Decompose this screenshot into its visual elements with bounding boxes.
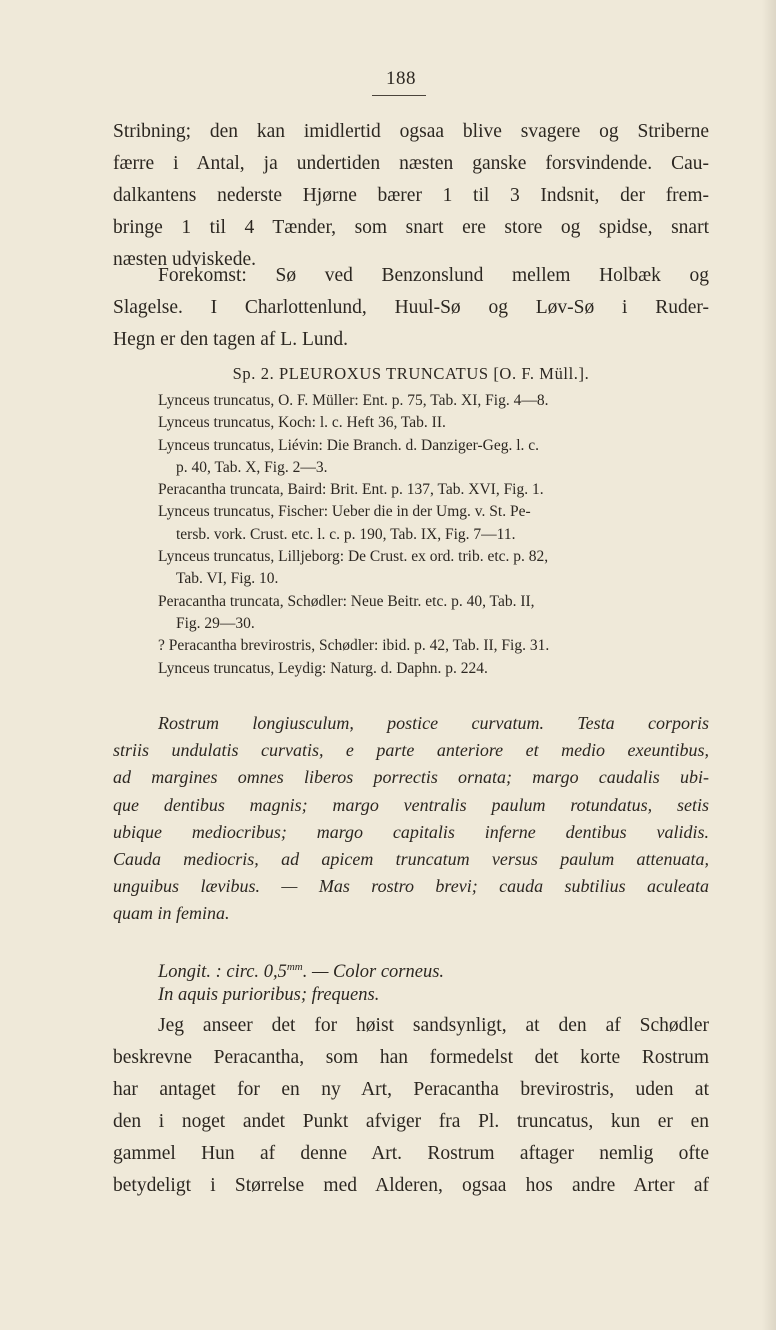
text-line: dalkantens nederste Hjørne bærer 1 til 3 Indsnit, der frem- <box>113 185 709 206</box>
text-line: Slagelse. I Charlottenlund, Huul-Sø og Løv-Sø i Ruder- <box>113 297 709 318</box>
synonym-entry: Peracantha truncata, Baird: Brit. Ent. p. 137, Tab. XVI, Fig. 1. <box>158 481 544 499</box>
text-line: færre i Antal, ja undertiden næsten ganske forsvindende. Cau- <box>113 153 709 174</box>
synonym-entry-continuation: Tab. VI, Fig. 10. <box>176 570 279 588</box>
latin-description <box>113 710 709 928</box>
page-number-rule <box>372 95 426 96</box>
longit-unit: mm <box>286 961 303 973</box>
latin-line: striis undulatis curvatis, e parte anteriore et medio exeuntibus, <box>113 740 709 761</box>
synonym-entry: ? Peracantha brevirostris, Schødler: ibid. p. 42, Tab. II, Fig. 31. <box>158 637 550 655</box>
latin-line: ubique mediocribus; margo capitalis inferne dentibus validis. <box>113 821 709 842</box>
text-line: Jeg anseer det for høist sandsynligt, at den af Schødler <box>158 1015 709 1036</box>
latin-line: ad margines omnes liberos porrectis ornata; margo caudalis ubi- <box>113 767 709 788</box>
latin-line: unguibus lævibus. — Mas rostro brevi; cauda subtilius aculeata <box>113 876 709 897</box>
synonym-entry: Lynceus truncatus, Koch: l. c. Heft 36, Tab. II. <box>158 414 446 432</box>
color-text: . — Color corneus. <box>302 962 445 983</box>
text-line: Stribning; den kan imidlertid ogsaa blive svagere og Striberne <box>113 121 709 142</box>
synonym-entry: Lynceus truncatus, Fischer: Ueber die in der Umg. v. St. Pe- <box>158 503 531 521</box>
text-line: næsten udviskede. <box>113 249 256 270</box>
synonym-entry-continuation: Fig. 29—30. <box>176 614 255 632</box>
latin-line: Cauda mediocris, ad apicem truncatum versus paulum attenuata, <box>113 848 709 869</box>
text-line: har antaget for en ny Art, Peracantha brevirostris, uden at <box>113 1079 709 1100</box>
measurements-block <box>158 953 710 1009</box>
synonym-entry: Peracantha truncata, Schødler: Neue Beitr. etc. p. 40, Tab. II, <box>158 592 535 610</box>
synonym-entry: Lynceus truncatus, Leydig: Naturg. d. Daphn. p. 224. <box>158 659 488 677</box>
synonym-entry: Lynceus truncatus, Lilljeborg: De Crust. ex ord. trib. etc. p. 82, <box>158 548 549 566</box>
paragraph-discussion <box>113 1010 709 1202</box>
paragraph-stribning <box>113 116 709 276</box>
text-line: den i noget andet Punkt afviger fra Pl. truncatus, kun er en <box>113 1111 709 1132</box>
synonym-entry-continuation: tersb. vork. Crust. etc. l. c. p. 190, Tab. IX, Fig. 7—11. <box>176 525 516 543</box>
synonym-entry-continuation: p. 40, Tab. X, Fig. 2—3. <box>176 458 328 476</box>
length-color-line <box>158 953 710 981</box>
latin-line: Rostrum longiusculum, postice curvatum. Testa corporis <box>158 713 709 733</box>
habitat-line: In aquis purioribus; frequens. <box>158 985 380 1005</box>
text-line: bringe 1 til 4 Tænder, som snart ere store og spidse, snart <box>113 217 709 238</box>
text-line: Forekomst: Sø ved Benzonslund mellem Holbæk og <box>158 265 709 286</box>
paragraph-forekomst <box>113 260 709 356</box>
latin-line: que dentibus magnis; margo ventralis paulum rotundatus, setis <box>113 794 709 815</box>
text-line: Hegn er den tagen af L. Lund. <box>113 329 348 350</box>
species-heading: Sp. 2. PLEUROXUS TRUNCATUS [O. F. Müll.]. <box>232 364 590 383</box>
synonym-entry: Lynceus truncatus, O. F. Müller: Ent. p. 75, Tab. XI, Fig. 4—8. <box>158 392 549 409</box>
synonym-list <box>158 390 710 680</box>
page-number: 188 <box>386 68 416 89</box>
synonym-entry: Lynceus truncatus, Liévin: Die Branch. d. Danziger-Geg. l. c. <box>158 436 540 454</box>
longit-label: Longit. : circ. <box>158 962 260 983</box>
page-edge-shadow <box>762 0 776 1330</box>
latin-line: quam in femina. <box>113 903 230 924</box>
text-line: betydeligt i Størrelse med Alderen, ogsaa hos andre Arter af <box>113 1175 709 1196</box>
longit-value: 0,5 <box>263 962 287 983</box>
text-line: gammel Hun af denne Art. Rostrum aftager nemlig ofte <box>113 1143 709 1164</box>
text-line: beskrevne Peracantha, som han formedelst det korte Rostrum <box>113 1047 709 1068</box>
